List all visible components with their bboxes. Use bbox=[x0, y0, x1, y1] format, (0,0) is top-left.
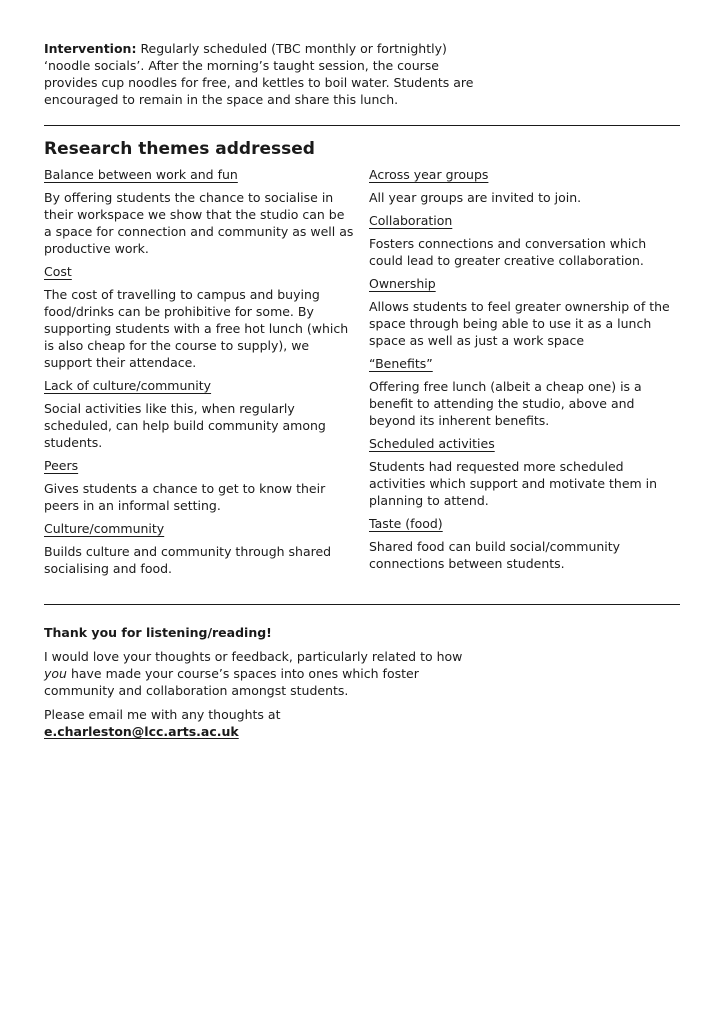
theme-body: Offering free lunch (albeit a cheap one) is a benefit to attending the studio, above and beyond its inherent benefits. bbox=[369, 379, 642, 428]
email-paragraph bbox=[44, 706, 484, 740]
theme-body: The cost of travelling to campus and buying food/drinks can be prohibitive for some. By supporting students with a free hot lunch (which is also cheap for the course to supply), we support their attendace. bbox=[44, 287, 349, 370]
feedback-emphasis: you bbox=[44, 666, 67, 681]
email-prompt: Please email me with any thoughts at bbox=[44, 707, 281, 722]
theme-body: Shared food can build social/community connections between students. bbox=[369, 539, 621, 571]
intervention-text: Regularly scheduled (TBC monthly or fortnightly) ‘noodle socials’. After the morning’s taught session, the course provides cup noodles for free, and kettles to boil water. Students are encouraged to remain in the space and share this lunch. bbox=[44, 41, 474, 107]
theme-heading: Culture/community bbox=[44, 521, 165, 536]
theme-heading: Ownership bbox=[369, 276, 436, 291]
intervention-paragraph bbox=[44, 40, 494, 108]
section-title: Research themes addressed bbox=[44, 139, 315, 159]
theme-body: Fosters connections and conversation which could lead to greater creative collaboration. bbox=[369, 236, 647, 268]
theme-body: Allows students to feel greater ownership of the space through being able to use it as a lunch space as well as just a work space bbox=[369, 299, 670, 348]
thanks-section bbox=[44, 624, 484, 740]
themes-left-column bbox=[44, 166, 356, 583]
email-link[interactable]: e.charleston@lcc.arts.ac.uk bbox=[44, 724, 239, 739]
theme-heading: Cost bbox=[44, 264, 72, 279]
theme-heading: Collaboration bbox=[369, 213, 453, 228]
theme-body: Gives students a chance to get to know their peers in an informal setting. bbox=[44, 481, 326, 513]
theme-heading: “Benefits” bbox=[369, 356, 433, 371]
theme-body: All year groups are invited to join. bbox=[369, 190, 582, 205]
theme-body: Builds culture and community through shared socialising and food. bbox=[44, 544, 332, 576]
feedback-text-end: have made your course’s spaces into ones which foster community and collaboration amongst students. bbox=[44, 666, 419, 698]
theme-heading: Balance between work and fun bbox=[44, 167, 238, 182]
theme-heading: Across year groups bbox=[369, 167, 489, 182]
feedback-text-start: I would love your thoughts or feedback, particularly related to how bbox=[44, 649, 463, 664]
theme-body: By offering students the chance to socialise in their workspace we show that the studio can be a space for connection and community as well as productive work. bbox=[44, 190, 354, 256]
theme-body: Social activities like this, when regularly scheduled, can help build community among students. bbox=[44, 401, 326, 450]
theme-heading: Lack of culture/community bbox=[44, 378, 212, 393]
theme-heading: Peers bbox=[44, 458, 79, 473]
feedback-request bbox=[44, 648, 484, 699]
theme-heading: Taste (food) bbox=[369, 516, 443, 531]
thanks-title: Thank you for listening/reading! bbox=[44, 625, 272, 640]
divider-top bbox=[44, 125, 680, 126]
intervention-label: Intervention: bbox=[44, 41, 137, 56]
themes-right-column bbox=[369, 166, 683, 578]
theme-heading: Scheduled activities bbox=[369, 436, 495, 451]
divider-bottom bbox=[44, 604, 680, 605]
theme-body: Students had requested more scheduled activities which support and motivate them in planning to attend. bbox=[369, 459, 658, 508]
